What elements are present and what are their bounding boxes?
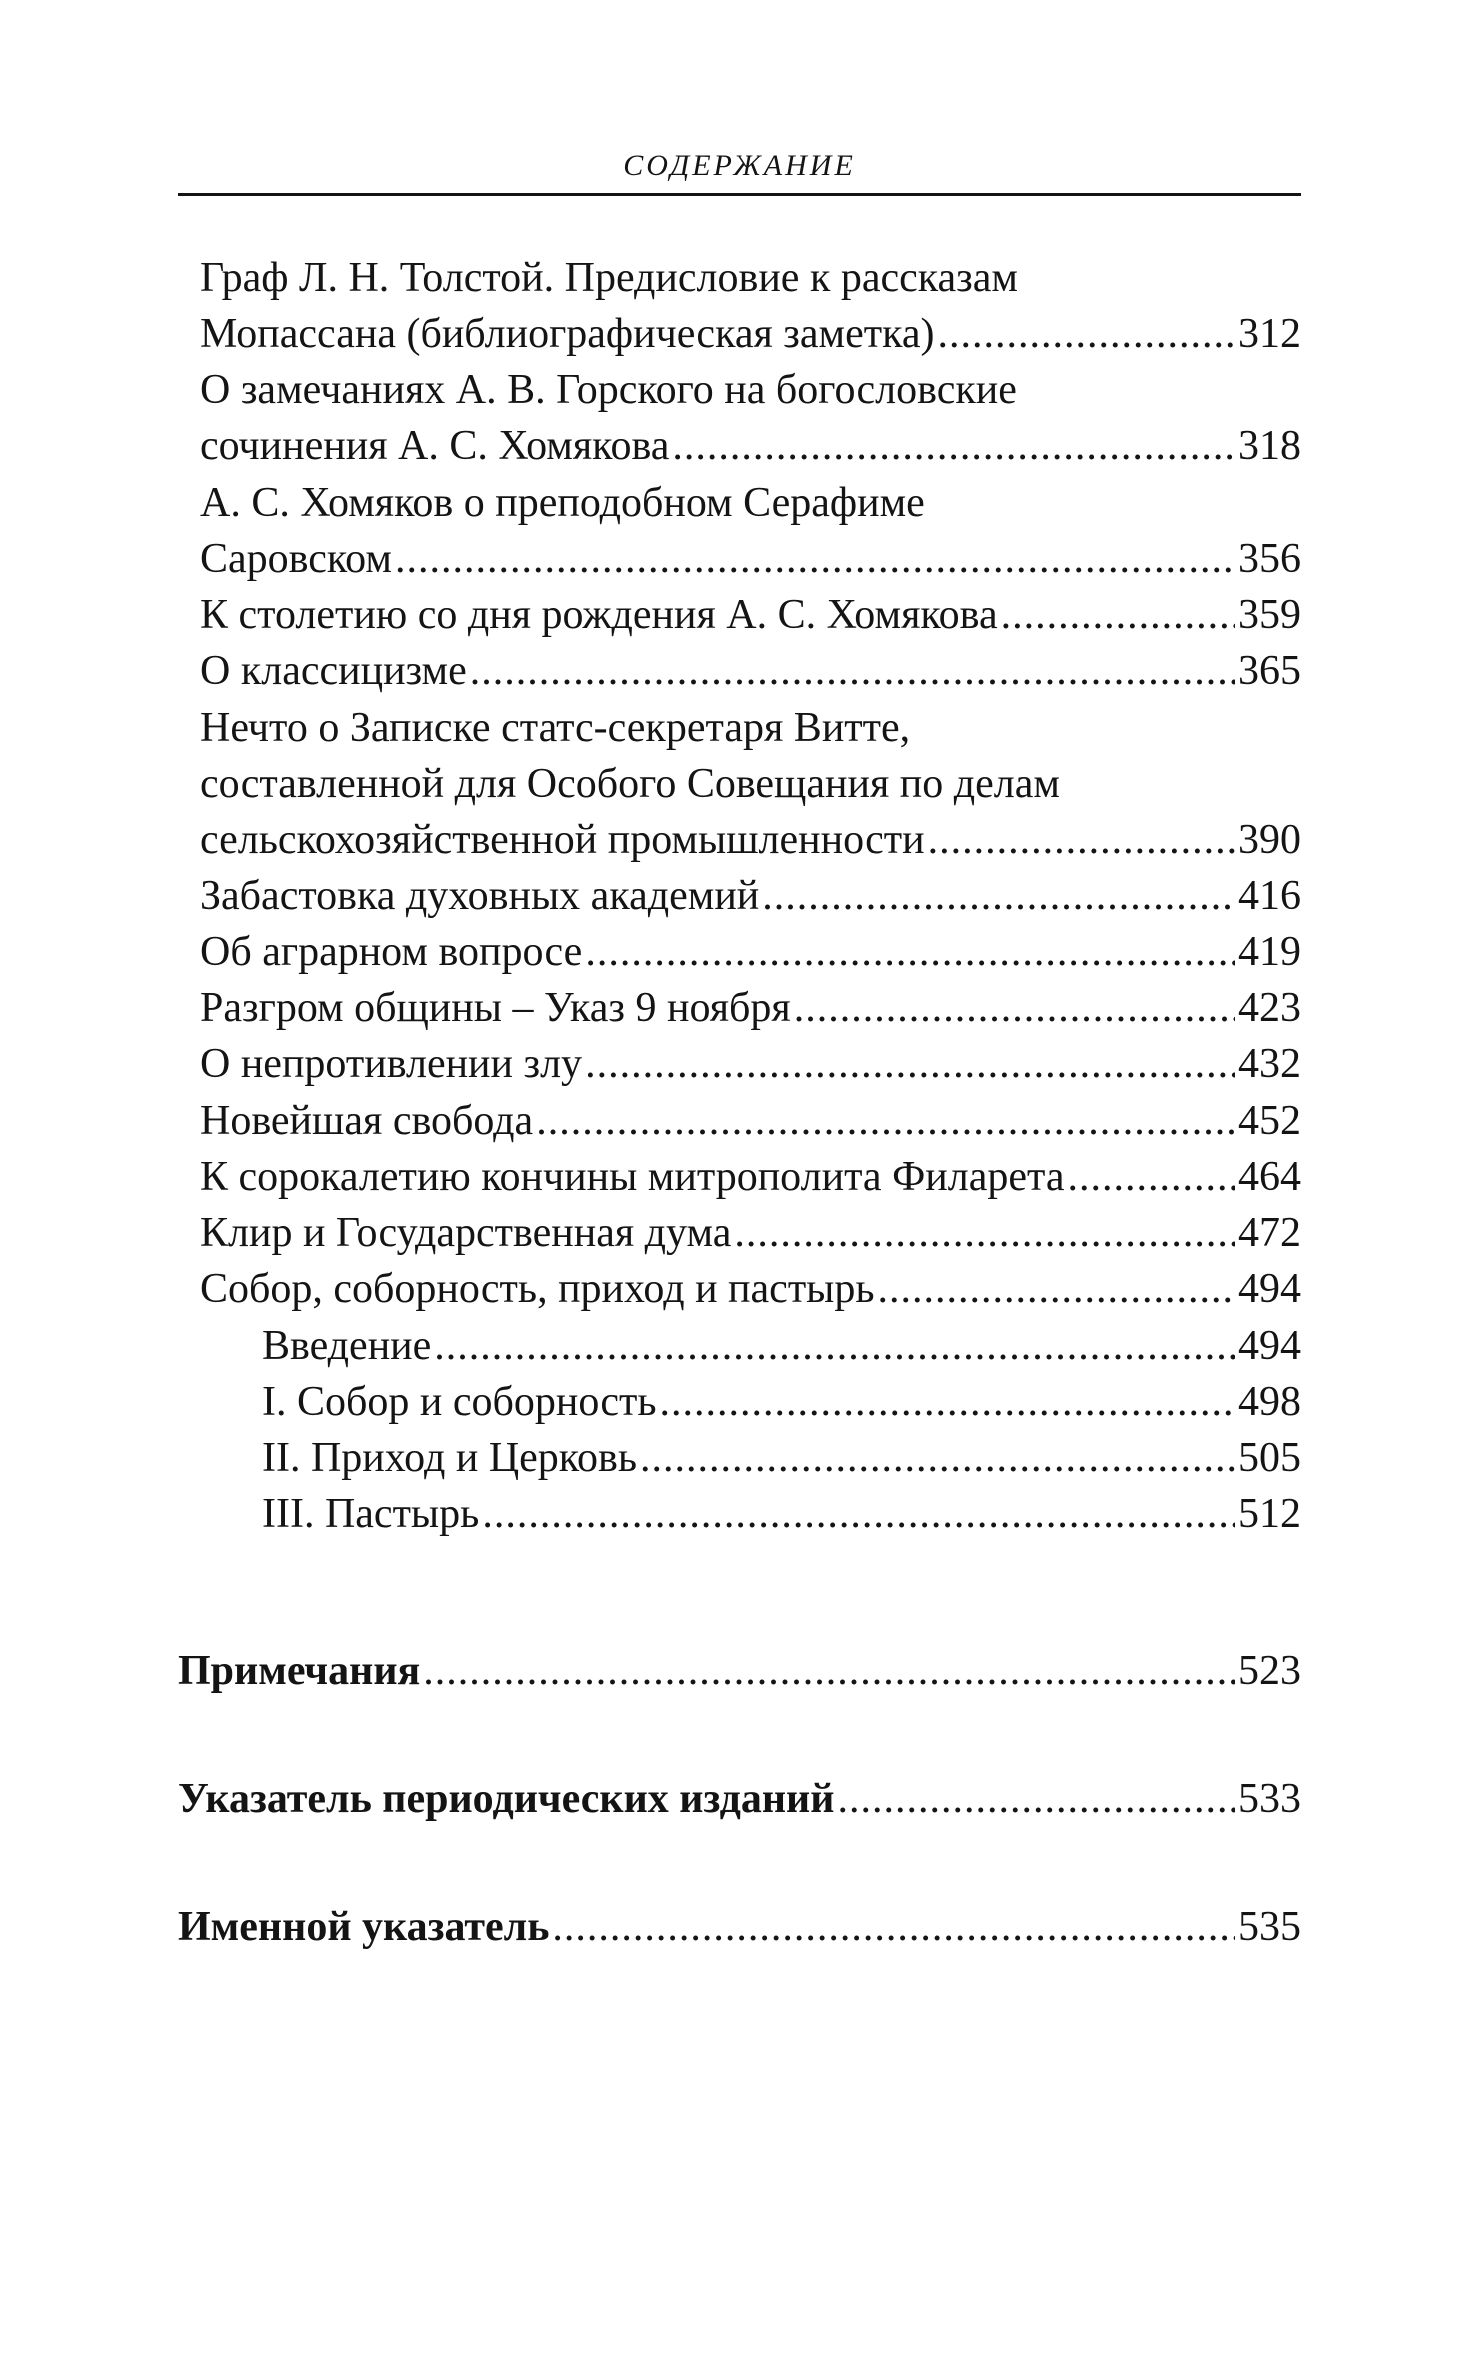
page-number: 423 — [1238, 985, 1301, 1031]
page-number: 365 — [1238, 648, 1301, 694]
toc-entry-text: А. С. Хомяков о преподобном Серафиме — [200, 480, 925, 526]
page-number: 318 — [1238, 423, 1301, 469]
toc-entry-line — [200, 250, 1301, 306]
toc-entry-line[interactable] — [200, 1205, 1301, 1261]
toc-subentry-text: II. Приход и Церковь — [262, 1435, 638, 1481]
dot-leader — [660, 1374, 1235, 1430]
toc-backmatter-line[interactable] — [178, 1643, 1301, 1699]
running-head: СОДЕРЖАНИЕ — [623, 149, 856, 182]
toc-entry-line[interactable] — [200, 1036, 1301, 1092]
page-number: 494 — [1238, 1266, 1301, 1312]
toc-entry-text: Клир и Государственная дума — [200, 1210, 732, 1256]
toc-entry-text: Нечто о Записке статс-секретаря Витте, — [200, 705, 911, 751]
page-number: 505 — [1238, 1435, 1301, 1481]
page-number: 452 — [1238, 1098, 1301, 1144]
dot-leader — [482, 1486, 1235, 1542]
toc-entry-text: Граф Л. Н. Толстой. Предисловие к рассказам — [200, 255, 1018, 301]
toc-entry-line — [200, 700, 1301, 756]
dot-leader — [434, 1318, 1235, 1374]
toc-entry-line[interactable] — [200, 531, 1301, 587]
dot-leader — [585, 924, 1235, 980]
toc-backmatter-line[interactable] — [178, 1899, 1301, 1955]
page-number: 419 — [1238, 929, 1301, 975]
toc-entry-line — [200, 475, 1301, 531]
dot-leader — [1001, 587, 1235, 643]
toc-entry-text: Саровском — [200, 536, 392, 582]
toc-entry-text: Мопассана (библиографическая заметка) — [200, 311, 935, 357]
toc-subentry-text: III. Пастырь — [262, 1491, 480, 1537]
toc-backmatter-text: Указатель периодических изданий — [178, 1776, 835, 1822]
toc-subentry-line[interactable] — [262, 1430, 1301, 1486]
toc-entry-text: О замечаниях А. В. Горского на богословские — [200, 367, 1017, 413]
toc-entry-line[interactable] — [200, 980, 1301, 1036]
toc-entry-line[interactable] — [200, 306, 1301, 362]
page-number: 432 — [1238, 1041, 1301, 1087]
toc-entry-line[interactable] — [200, 1149, 1301, 1205]
toc-entry-line[interactable] — [200, 643, 1301, 699]
page-number: 390 — [1238, 817, 1301, 863]
page-number: 494 — [1238, 1323, 1301, 1369]
dot-leader — [423, 1643, 1235, 1699]
toc-entry-text: К столетию со дня рождения А. С. Хомякова — [200, 592, 998, 638]
page-number: 472 — [1238, 1210, 1301, 1256]
page-number: 312 — [1238, 311, 1301, 357]
page-number: 535 — [1238, 1904, 1301, 1950]
toc-subentry-text: I. Собор и соборность — [262, 1379, 657, 1425]
dot-leader — [734, 1205, 1235, 1261]
page-number: 533 — [1238, 1776, 1301, 1822]
dot-leader — [1068, 1149, 1236, 1205]
toc-backmatter-text: Именной указатель — [178, 1904, 550, 1950]
toc-entry-line[interactable] — [200, 812, 1301, 868]
dot-leader — [878, 1261, 1235, 1317]
dot-leader — [794, 980, 1235, 1036]
dot-leader — [928, 812, 1235, 868]
dot-leader — [395, 531, 1235, 587]
toc-entry-text: Забастовка духовных академий — [200, 873, 760, 919]
toc-entry-line — [200, 756, 1301, 812]
toc-entry-line[interactable] — [200, 924, 1301, 980]
toc-entry-text: О непротивлении злу — [200, 1041, 583, 1087]
toc-subentry-text: Введение — [262, 1323, 432, 1369]
toc-entry-line[interactable] — [200, 868, 1301, 924]
toc-entry-line[interactable] — [200, 587, 1301, 643]
dot-leader — [585, 1036, 1235, 1092]
dot-leader — [470, 643, 1235, 699]
toc-backmatter-text: Примечания — [178, 1648, 421, 1694]
page-number: 416 — [1238, 873, 1301, 919]
page-number: 523 — [1238, 1648, 1301, 1694]
toc-entry-text: О классицизме — [200, 648, 467, 694]
toc-entry-text: Об аграрном вопросе — [200, 929, 583, 975]
dot-leader — [938, 306, 1235, 362]
toc-entry-text: К сорокалетию кончины митрополита Филарета — [200, 1154, 1065, 1200]
dot-leader — [672, 418, 1235, 474]
toc-entry-text: сельскохозяйственной промышленности — [200, 817, 925, 863]
toc-entry-text: сочинения А. С. Хомякова — [200, 423, 670, 469]
page-number: 356 — [1238, 536, 1301, 582]
toc-entry-line[interactable] — [200, 418, 1301, 474]
toc-subentry-line[interactable] — [262, 1318, 1301, 1374]
toc-subentry-line[interactable] — [262, 1486, 1301, 1542]
toc-entry-text: Новейшая свобода — [200, 1098, 534, 1144]
toc-entry-line[interactable] — [200, 1093, 1301, 1149]
toc-entry-text: Собор, соборность, приход и пастырь — [200, 1266, 875, 1312]
dot-leader — [552, 1899, 1235, 1955]
page-number: 512 — [1238, 1491, 1301, 1537]
toc-entry-text: составленной для Особого Совещания по делам — [200, 761, 1060, 807]
toc-entry-line[interactable] — [200, 1261, 1301, 1317]
toc-subentry-line[interactable] — [262, 1374, 1301, 1430]
toc-entry-line — [200, 362, 1301, 418]
dot-leader — [837, 1771, 1235, 1827]
dot-leader — [536, 1093, 1235, 1149]
page-number: 359 — [1238, 592, 1301, 638]
toc-backmatter-line[interactable] — [178, 1771, 1301, 1827]
dot-leader — [640, 1430, 1235, 1486]
page-number: 498 — [1238, 1379, 1301, 1425]
dot-leader — [762, 868, 1235, 924]
toc-entry-text: Разгром общины – Указ 9 ноября — [200, 985, 791, 1031]
page-number: 464 — [1238, 1154, 1301, 1200]
